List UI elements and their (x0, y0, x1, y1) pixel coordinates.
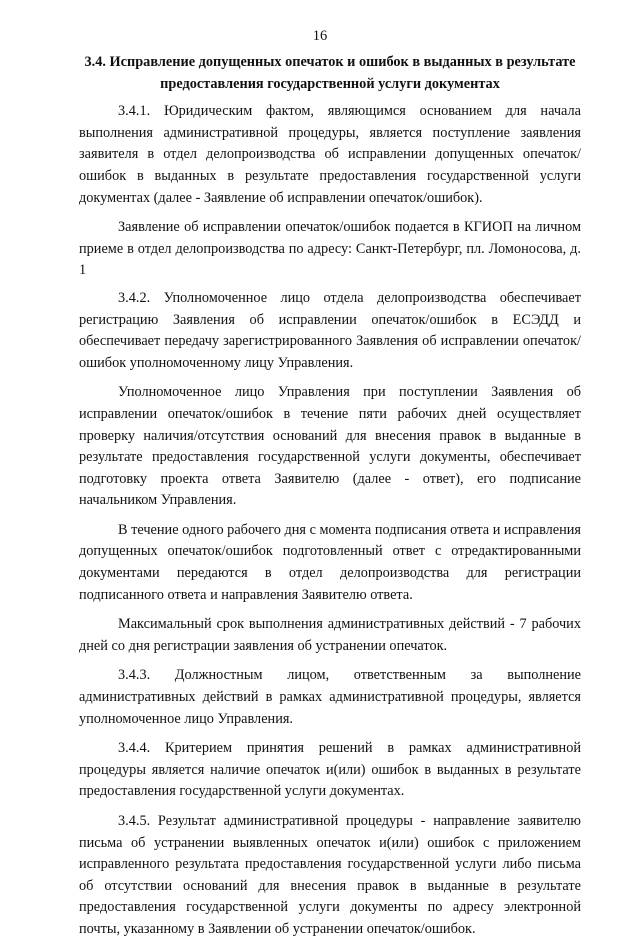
paragraph-3-4-2: 3.4.2. Уполномоченное лицо отдела делопроизводства обеспечивает регистрацию Заявления об исправлении опечаток/ошибок в ЕСЭДД и обеспечивает передачу зарегистрированного Заявления об исправлении опечаток/ошибок уполномоченному лицу Управления. (79, 289, 581, 371)
paragraph-maximum-term: Максимальный срок выполнения административных действий - 7 рабочих дней со дня регистрации заявления об устранении опечаток. (79, 616, 581, 654)
document-body (79, 52, 581, 949)
paragraph-3-4-5: 3.4.5. Результат административной процедуры - направление заявителю письма об устранении выявленных опечаток и(или) ошибок с приложением исправленного результата предоставления государственной услуги либо письма об отсутствии оснований для внесения правок в выданные в результате предоставления государственной услуги документы по адресу электронной почты, указанному в Заявлении об устранении опечаток/ошибок. (79, 813, 581, 937)
paragraph-3-4-4: 3.4.4. Критерием принятия решений в рамках административной процедуры является наличие опечаток и(или) ошибок в выданных в результате предоставления государственной услуги документах. (79, 740, 581, 800)
paragraph-one-working-day: В течение одного рабочего дня с момента подписания ответа и исправления допущенных опечаток/ошибок подготовленный ответ с отредактированными документами передаются в отдел делопроизводства для регистрации подписанного ответа и направления Заявителю ответа. (79, 521, 581, 603)
page-number: 16 (312, 28, 328, 44)
paragraph-application-submission: Заявление об исправлении опечаток/ошибок подается в КГИОП на личном приеме в отдел делопроизводства по адресу: Санкт-Петербург, пл. Ломоносова, д. 1 (79, 219, 581, 279)
paragraph-3-4-3: 3.4.3. Должностным лицом, ответственным за выполнение административных действий в рамках административной процедуры, является уполномоченное лицо Управления. (79, 667, 581, 727)
section-heading: 3.4. Исправление допущенных опечаток и ошибок в выданных в результате предоставления государственной услуги документах (84, 54, 576, 92)
paragraph-3-4-1: 3.4.1. Юридическим фактом, являющимся основанием для начала выполнения административной процедуры, является поступление заявления заявителя в отдел делопроизводства об исправлении допущенных опечаток/ошибок в выданных в результате предоставления государственной услуги документах (далее - Заявление об исправлении опечаток/ошибок). (79, 103, 581, 206)
paragraph-authorized-person-review: Уполномоченное лицо Управления при поступлении Заявления об исправлении опечаток/ошибок в течение пяти рабочих дней осуществляет проверку наличия/отсутствия оснований для внесения правок в выданные в результате предоставления государственной услуги документы, обеспечивает подготовку проекта ответа Заявителю (далее - ответ), его подписание начальником Управления. (79, 384, 581, 509)
